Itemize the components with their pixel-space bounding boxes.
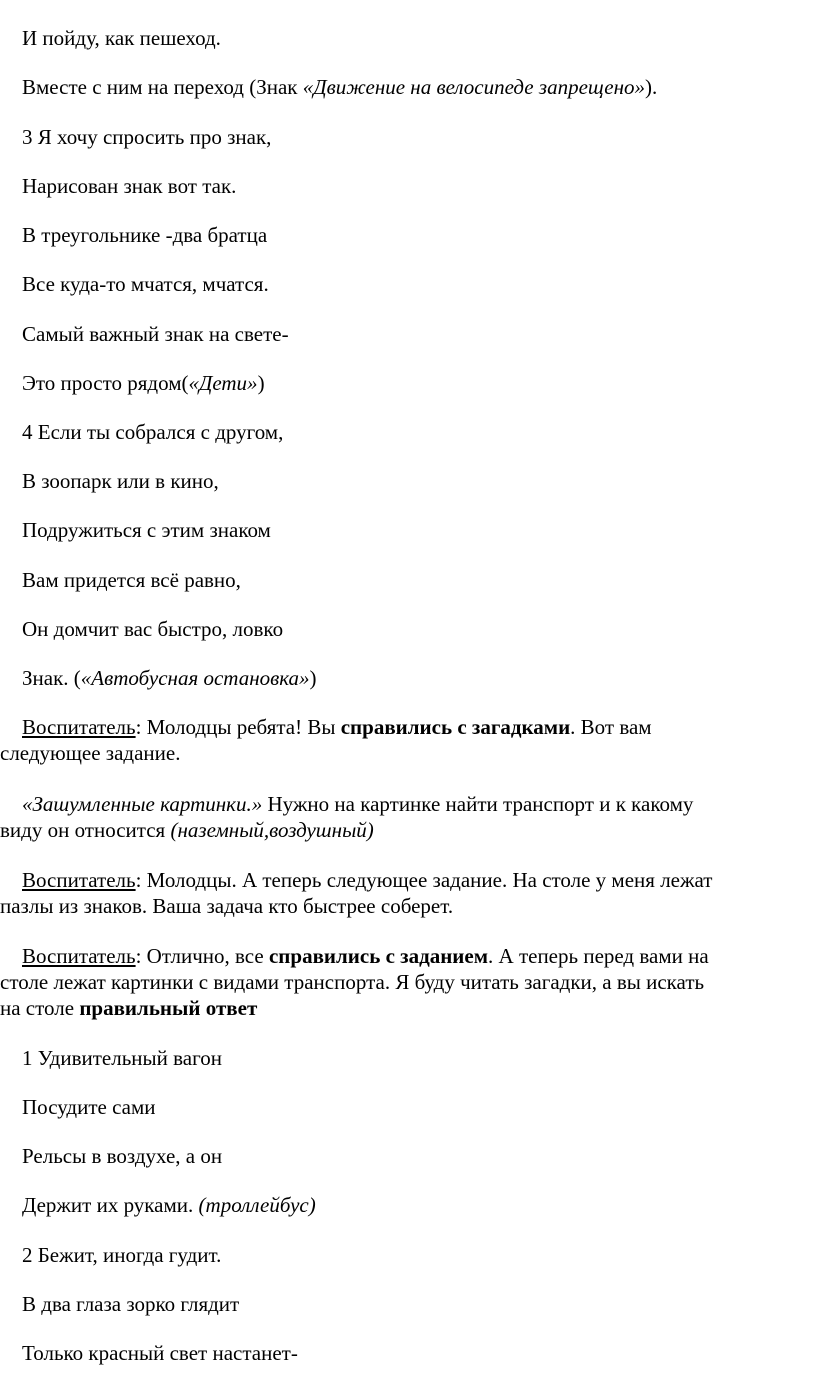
teacher-paragraph: Воспитатель: Молодцы. А теперь следующее задание. На столе у меня лежат пазлы из знаков. Ваша задача кто быстрее соберет. bbox=[0, 868, 713, 918]
verse-line: Только красный свет настанет- bbox=[22, 1341, 298, 1365]
verse-line: Он домчит вас быстро, ловко bbox=[22, 617, 284, 641]
verse-line: 2 Бежит, иногда гудит. bbox=[22, 1243, 222, 1267]
verse-line: 4 Если ты собрался с другом, bbox=[22, 420, 284, 444]
riddle-answer: (троллейбус) bbox=[198, 1193, 316, 1217]
verse-line: Посудите сами bbox=[22, 1095, 156, 1119]
verse-line: 1 Удивительный вагон bbox=[22, 1046, 222, 1070]
verse-line: В треугольнике -два братца bbox=[22, 223, 268, 247]
verse-line: Знак. («Автобусная остановка») bbox=[22, 666, 317, 690]
verse-line: Вместе с ним на переход (Знак «Движение на велосипеде запрещено»). bbox=[22, 75, 658, 99]
teacher-paragraph: Воспитатель: Молодцы ребята! Вы справились с загадками. Вот вам следующее задание. bbox=[0, 715, 652, 765]
verse-line: В два глаза зорко глядит bbox=[22, 1292, 240, 1316]
verse-line: Самый важный знак на свете- bbox=[22, 322, 289, 346]
verse-line: Нарисован знак вот так. bbox=[22, 174, 237, 198]
task-title: «Зашумленные картинки.» bbox=[22, 792, 263, 816]
verse-line: Подружиться с этим знаком bbox=[22, 518, 271, 542]
verse-line: 3 Я хочу спросить про знак, bbox=[22, 125, 272, 149]
teacher-paragraph: Воспитатель: Отлично, все справились с заданием. А теперь перед вами на столе лежат картинки с видами транспорта. Я буду читать загадки, а вы искать на столе правильный ответ bbox=[0, 944, 709, 1020]
sign-name: «Дети» bbox=[188, 371, 258, 395]
speaker-label: Воспитатель bbox=[22, 868, 136, 892]
task-paragraph: «Зашумленные картинки.» Нужно на картинке найти транспорт и к какому виду он относится (наземный,воздушный) bbox=[0, 792, 694, 842]
bold-phrase: справились с загадками bbox=[340, 715, 571, 739]
task-answer: (наземный,воздушный) bbox=[170, 818, 374, 842]
verse-line: И пойду, как пешеход. bbox=[22, 26, 221, 50]
bold-phrase: правильный ответ bbox=[79, 996, 258, 1020]
verse-line: В зоопарк или в кино, bbox=[22, 469, 219, 493]
verse-line: Рельсы в воздухе, а он bbox=[22, 1144, 223, 1168]
sign-name: «Движение на велосипеде запрещено» bbox=[302, 75, 645, 99]
verse-line: Все куда-то мчатся, мчатся. bbox=[22, 272, 269, 296]
sign-name: «Автобусная остановка» bbox=[80, 666, 310, 690]
verse-line: Вам придется всё равно, bbox=[22, 568, 241, 592]
speaker-label: Воспитатель bbox=[22, 944, 136, 968]
verse-line: Это просто рядом(«Дети») bbox=[22, 371, 265, 395]
speaker-label: Воспитатель bbox=[22, 715, 136, 739]
verse-line: Держит их руками. (троллейбус) bbox=[22, 1193, 316, 1217]
bold-phrase: справились с заданием bbox=[268, 944, 489, 968]
